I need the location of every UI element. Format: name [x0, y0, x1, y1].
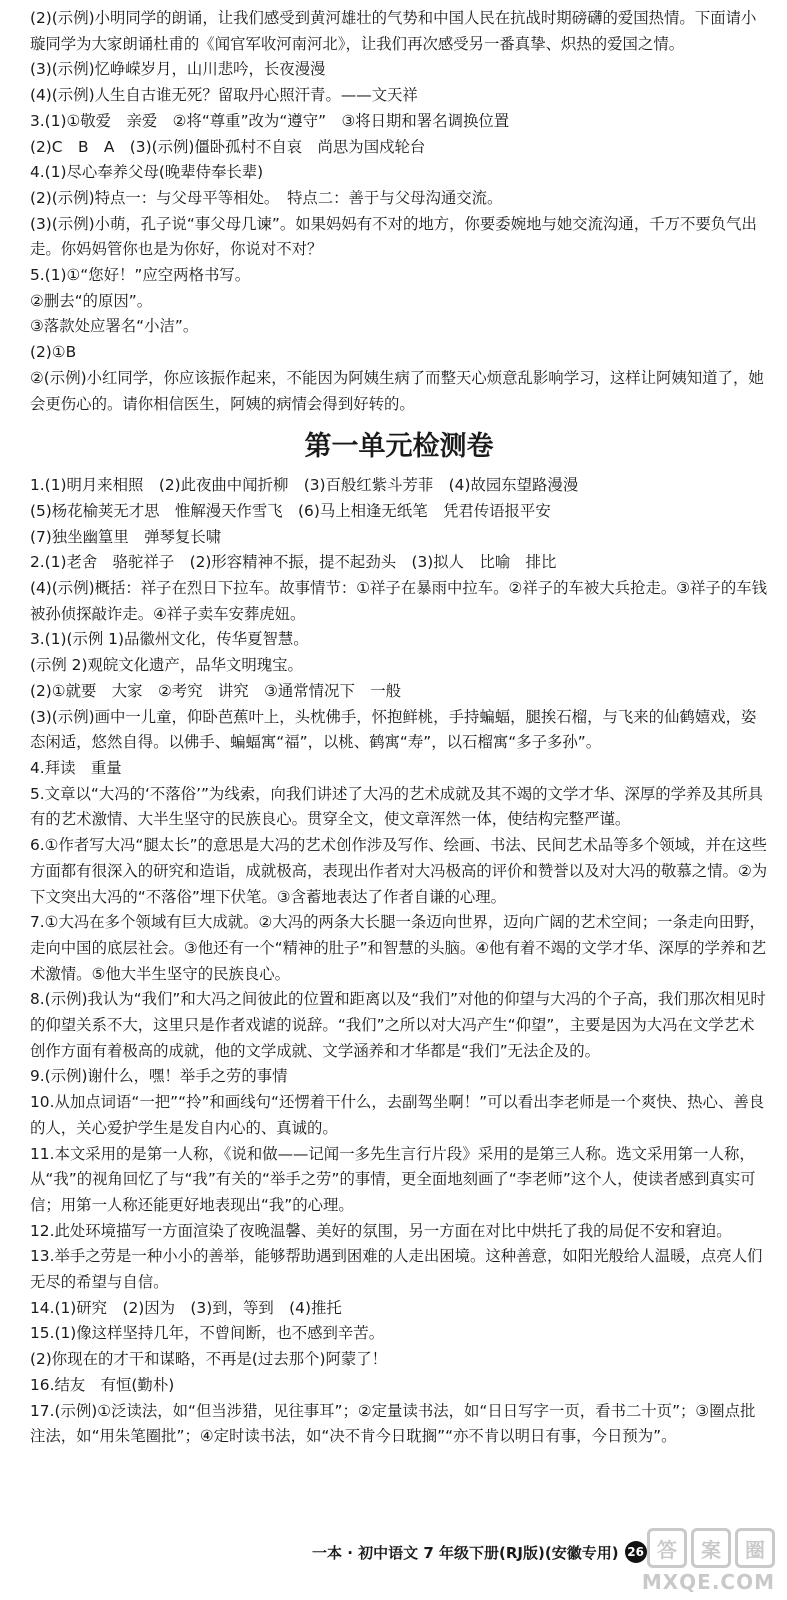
- watermark-logo: [605, 1528, 775, 1594]
- answer-line: 6.①作者写大冯“腿太长”的意思是大冯的艺术创作涉及写作、绘画、书法、民间艺术品等多个领域，并在这些方面都有很深入的研究和造诣，成就极高，表现出作者对大冯极高的评价和赞誉以及对大冯的敬慕之情。②为下文突出大冯的“不落俗”埋下伏笔。③含蓄地表达了作者自谦的心理。: [30, 836, 768, 906]
- answer-line: 3.(1)(示例 1)品徽州文化，传华夏智慧。: [30, 630, 309, 649]
- answer-line: 14.(1)研究 (2)因为 (3)到，等到 (4)推托: [30, 1298, 342, 1317]
- answer-line: (4)(示例)概括：祥子在烈日下拉车。故事情节：①祥子在暴雨中拉车。②祥子的车被大兵抢走。③祥子的车钱被孙侦探敲诈走。④祥子卖车安葬虎妞。: [30, 579, 767, 623]
- answer-line: 9.(示例)谢什么，嘿！举手之劳的事情: [30, 1067, 288, 1086]
- answer-line: (2)你现在的才干和谋略，不再是(过去那个)阿蒙了！: [30, 1350, 388, 1369]
- answer-line: (2)(示例)特点一：与父母平等相处。 特点二：善于与父母沟通交流。: [30, 188, 503, 207]
- answer-line: 15.(1)像这样坚持几年，不曾间断，也不感到辛苦。: [30, 1324, 385, 1343]
- answers-part-a: [30, 6, 768, 417]
- watermark-glyph: 答: [647, 1528, 687, 1568]
- page-number-badge: 26: [625, 1541, 647, 1563]
- answer-line: (2)(示例)小明同学的朗诵，让我们感受到黄河雄壮的气势和中国人民在抗战时期磅礴的爱国热情。下面请小璇同学为大家朗诵杜甫的《闻官军收河南河北》，让我们再次感受另一番真挚、炽热的爱国之情。: [30, 9, 757, 53]
- answer-line: 7.①大冯在多个领域有巨大成就。②大冯的两条大长腿一条迈向世界，迈向广阔的艺术空间；一条走向田野，走向中国的底层社会。③他还有一个“精神的肚子”和智慧的头脑。④他有着不竭的文学才华、深厚的学养和艺术激情。⑤他大半生坚守的民族良心。: [30, 913, 767, 983]
- answer-line: 2.(1)老舍 骆驼祥子 (2)形容精神不振，提不起劲头 (3)拟人 比喻 排比: [30, 553, 557, 572]
- answer-line: (7)独坐幽篁里 弹琴复长啸: [30, 527, 222, 546]
- answer-line: 13.举手之劳是一种小小的善举，能够帮助遇到困难的人走出困境。这种善意，如阳光般给人温暖，点亮人们无尽的希望与自信。: [30, 1247, 763, 1292]
- answer-line: ③落款处应署名“小洁”。: [30, 317, 199, 336]
- answer-line: 3.(1)①敬爱 亲爱 ②将“尊重”改为“遵守” ③将日期和署名调换位置: [30, 111, 510, 130]
- answer-line: (2)①就要 大家 ②考究 讲究 ③通常情况下 一般: [30, 681, 402, 700]
- answer-line: 5.(1)①“您好！”应空两格书写。: [30, 266, 251, 285]
- watermark-url: MXQE.COM: [641, 1570, 775, 1594]
- answer-line: 10.从加点词语“一把”“拎”和画线句“还愣着干什么，去副驾坐啊！”可以看出李老师是一个爽快、热心、善良的人，关心爱护学生是发自内心的、真诚的。: [30, 1093, 765, 1137]
- footer-text: 一本 · 初中语文 7 年级下册(RJ版)(安徽专用): [312, 1543, 619, 1562]
- answer-line: (3)(示例)小萌，孔子说“事父母几谏”。如果妈妈有不对的地方，你要委婉地与她交流沟通，千万不要负气出走。你妈妈管你也是为你好，你说对不对？: [30, 214, 757, 259]
- page-content: [30, 6, 768, 1450]
- answer-line: ②删去“的原因”。: [30, 291, 153, 310]
- answer-line: 11.本文采用的是第一人称，《说和做——记闻一多先生言行片段》采用的是第三人称。选文采用第一人称，从“我”的视角回忆了与“我”有关的“举手之劳”的事情，更全面地刻画了“李老师”这个人，使读者感到真实可信；用第一人称还能更好地表现出“我”的心理。: [30, 1144, 756, 1214]
- answer-line: (5)杨花榆荚无才思 惟解漫天作雪飞 (6)马上相逢无纸笔 凭君传语报平安: [30, 501, 551, 520]
- answer-line: (示例 2)观皖文化遗产，品华文明瑰宝。: [30, 656, 303, 675]
- answer-line: 16.结友 有恒(勤朴): [30, 1375, 175, 1394]
- watermark-glyph: 圈: [735, 1528, 775, 1568]
- answer-line: 8.(示例)我认为“我们”和大冯之间彼此的位置和距离以及“我们”对他的仰望与大冯的个子高，我们那次相见时的仰望关系不大，这里只是作者戏谑的说辞。“我们”之所以对大冯产生“仰望”，主要是因为大冯在文学艺术创作方面有着极高的成就，他的文学成就、文学涵养和才华都是“我们”无法企及的。: [30, 990, 766, 1060]
- answer-line: 1.(1)明月来相照 (2)此夜曲中闻折柳 (3)百般红紫斗芳菲 (4)故园东望路漫漫: [30, 476, 579, 495]
- answer-line: 17.(示例)①泛读法，如“但当涉猎，见往事耳”；②定量读书法，如“日日写字一页，看书二十页”；③圈点批注法，如“用朱笔圈批”；④定时读书法，如“决不肯今日耽搁”“亦不肯以明日有事，今日预为”。: [30, 1401, 756, 1446]
- answer-line: (4)(示例)人生自古谁无死？留取丹心照汗青。——文天祥: [30, 86, 418, 105]
- answer-line: (2)C B A (3)(示例)僵卧孤村不自哀 尚思为国戍轮台: [30, 137, 426, 156]
- answer-line: 5.文章以“大冯的‘不落俗’”为线索，向我们讲述了大冯的艺术成就及其不竭的文学才华、深厚的学养及其所具有的艺术激情、大半生坚守的民族良心。贯穿全文，使文章浑然一体，使结构完整严谨。: [30, 784, 763, 829]
- answers-part-b: [30, 473, 768, 1450]
- page-footer: [312, 1537, 647, 1567]
- answer-line: 12.此处环境描写一方面渲染了夜晚温馨、美好的氛围，另一方面在对比中烘托了我的局促不安和窘迫。: [30, 1221, 732, 1240]
- answer-line: (3)(示例)画中一儿童，仰卧芭蕉叶上，头枕佛手，怀抱鲜桃，手持蝙蝠，腿挨石榴，与飞来的仙鹤嬉戏，姿态闲适，悠然自得。以佛手、蝙蝠寓“福”，以桃、鹤寓“寿”，以石榴寓“多子多孙”。: [30, 707, 757, 752]
- answer-line: ②(示例)小红同学，你应该振作起来，不能因为阿姨生病了而整天心烦意乱影响学习，这样让阿姨知道了，她会更伤心的。请你相信医生，阿姨的病情会得到好转的。: [30, 368, 764, 413]
- answer-line: (3)(示例)忆峥嵘岁月，山川悲吟，长夜漫漫: [30, 60, 326, 79]
- watermark-glyph: 案: [691, 1528, 731, 1568]
- section-title: 第一单元检测卷: [304, 431, 494, 463]
- answer-line: 4.拜读 重量: [30, 758, 122, 777]
- answer-line: 4.(1)尽心奉养父母(晚辈侍奉长辈): [30, 163, 264, 182]
- answer-line: (2)①B: [30, 343, 77, 362]
